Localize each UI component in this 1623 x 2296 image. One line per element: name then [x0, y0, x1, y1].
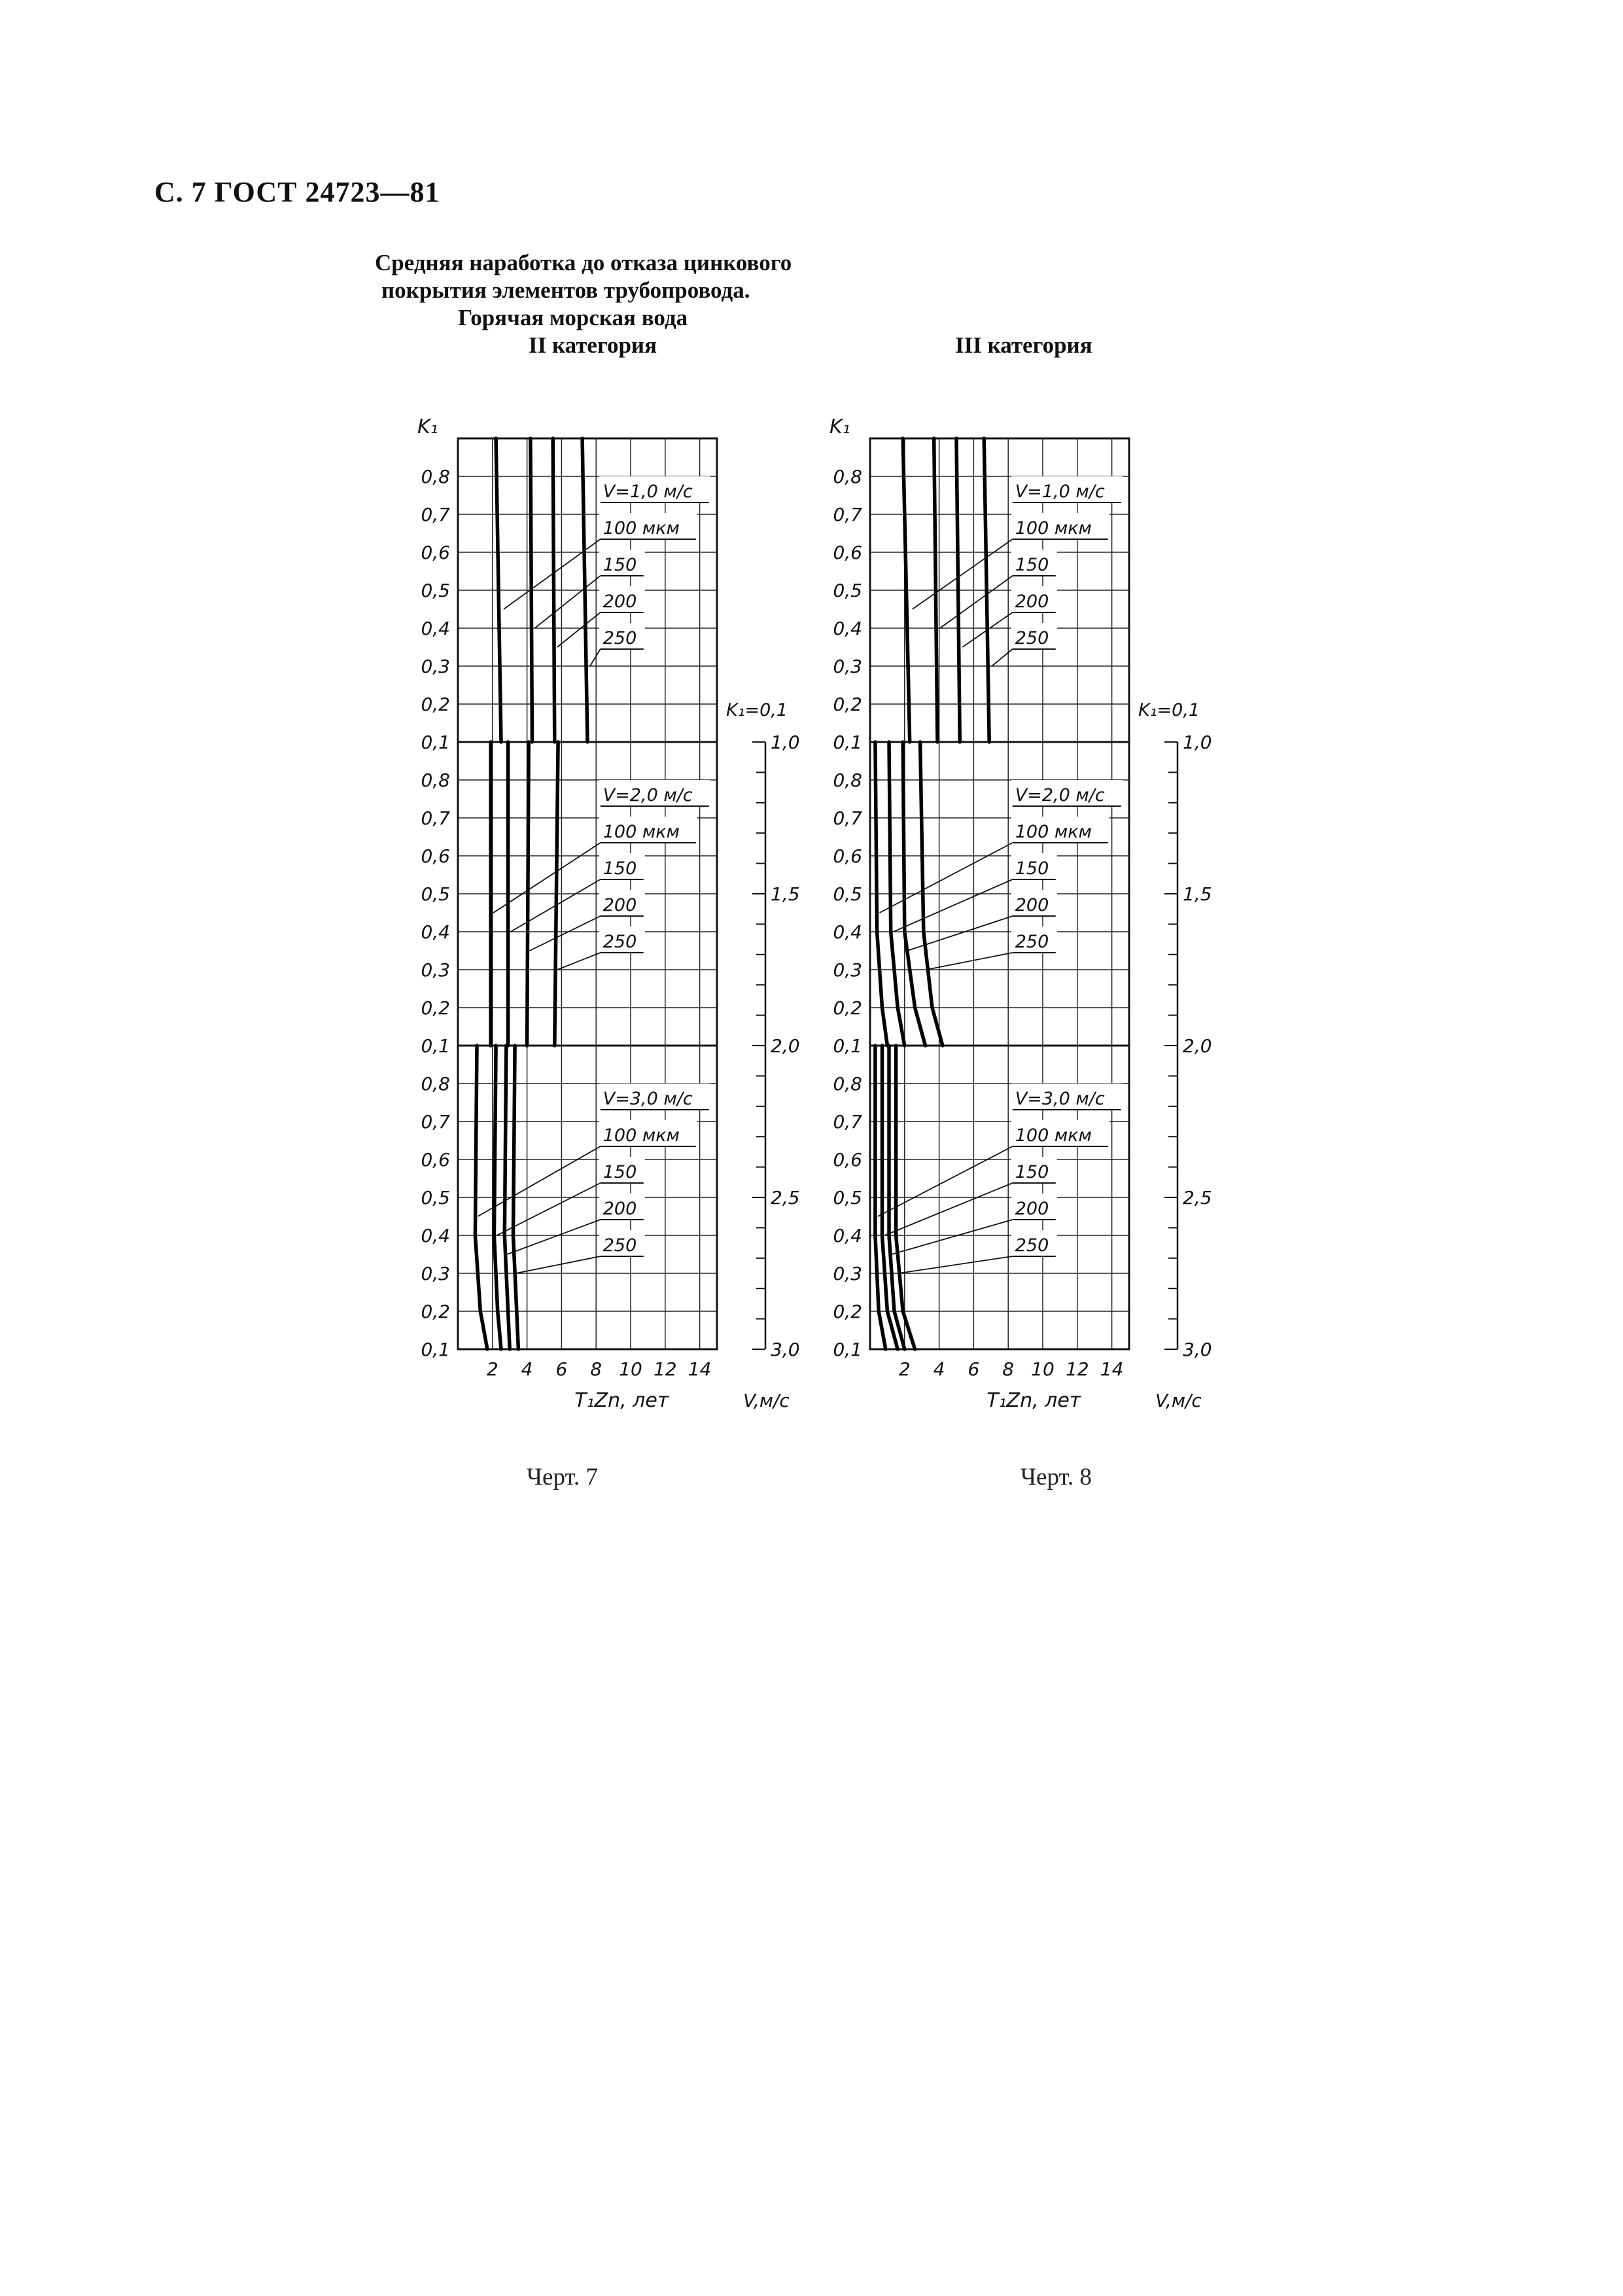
y-tick-label: 0,2	[421, 997, 450, 1019]
y-tick-label: 0,2	[421, 694, 450, 715]
x-tick-label: 10	[1031, 1358, 1055, 1380]
y-tick-label: 0,7	[421, 1111, 450, 1133]
thickness-label: 200	[1015, 592, 1049, 612]
y-axis-label: K₁	[417, 415, 438, 438]
y-tick-label: 0,6	[421, 1149, 450, 1171]
leader-line	[894, 879, 1013, 932]
y-axis-label: K₁	[829, 415, 850, 438]
y-tick-label: 0,3	[833, 656, 862, 677]
k-note: K₁=0,1	[1138, 700, 1200, 720]
thickness-label: 100 мкм	[1015, 1125, 1092, 1146]
y-tick-label: 0,7	[833, 504, 862, 525]
thickness-label: 250	[602, 1235, 637, 1256]
thickness-label: 200	[602, 895, 637, 915]
thickness-label: 100 мкм	[1015, 822, 1092, 842]
y-tick-label: 0,4	[421, 1225, 450, 1246]
y-tick-label: 0,8	[421, 769, 450, 791]
v-scale-label: 1,5	[1183, 883, 1212, 905]
y-tick-label: 0,6	[833, 542, 862, 563]
v-scale-label: 2,5	[1183, 1187, 1212, 1209]
y-tick-label: 0,3	[421, 656, 450, 677]
leader-line	[557, 612, 601, 647]
leader-line	[899, 1256, 1013, 1273]
y-tick-label: 0,5	[833, 1187, 862, 1209]
chart-8	[805, 406, 1263, 1426]
x-tick-label: 12	[653, 1358, 677, 1380]
y-tick-label: 0,6	[421, 542, 450, 563]
leader-line	[880, 843, 1013, 913]
v-scale-label: 3,0	[1183, 1339, 1212, 1360]
y-tick-label: 0,2	[833, 997, 862, 1019]
title-line-1: Средняя наработка до отказа цинкового	[375, 250, 792, 275]
leader-line	[590, 649, 601, 666]
series-curve	[934, 438, 937, 742]
page-header: С. 7 ГОСТ 24723—81	[154, 176, 440, 208]
v-scale-label: 3,0	[771, 1339, 800, 1360]
thickness-label: 150	[602, 1162, 637, 1182]
thickness-label: 250	[1015, 1235, 1049, 1256]
y-tick-label: 0,1	[421, 1035, 450, 1057]
thickness-label: 150	[1015, 858, 1049, 879]
v-scale-label: 2,0	[771, 1035, 800, 1057]
thickness-label: 100 мкм	[602, 822, 680, 842]
v-axis-label: V,м/с	[1155, 1390, 1202, 1411]
thickness-label: 200	[1015, 1199, 1049, 1219]
y-tick-label: 0,1	[421, 732, 450, 753]
thickness-label: 250	[602, 932, 637, 952]
y-tick-label: 0,7	[421, 807, 450, 829]
k-note: K₁=0,1	[726, 700, 788, 720]
x-tick-label: 6	[555, 1358, 568, 1380]
y-tick-label: 0,3	[421, 1263, 450, 1284]
y-tick-label: 0,5	[421, 580, 450, 601]
x-tick-label: 12	[1065, 1358, 1089, 1380]
y-tick-label: 0,4	[833, 618, 862, 639]
y-tick-label: 0,2	[833, 694, 862, 715]
y-tick-label: 0,7	[833, 807, 862, 829]
thickness-label: 100 мкм	[602, 1125, 680, 1146]
y-tick-label: 0,3	[833, 1263, 862, 1284]
thickness-label: 150	[1015, 1162, 1049, 1182]
thickness-label: 200	[602, 1199, 637, 1219]
speed-label: V=2,0 м/с	[1015, 785, 1105, 805]
category-left-label: II категория	[529, 332, 657, 358]
series-curve	[555, 742, 558, 1046]
y-tick-label: 0,6	[833, 845, 862, 867]
x-tick-label: 4	[933, 1358, 945, 1380]
v-axis-label: V,м/с	[743, 1390, 790, 1411]
y-tick-label: 0,1	[833, 1035, 862, 1057]
chart-7	[393, 406, 850, 1426]
x-tick-label: 14	[688, 1358, 712, 1380]
y-tick-label: 0,5	[833, 580, 862, 601]
speed-label: V=2,0 м/с	[602, 785, 693, 805]
y-tick-label: 0,7	[833, 1111, 862, 1133]
leader-line	[507, 1220, 600, 1254]
y-tick-label: 0,4	[833, 1225, 862, 1246]
thickness-label: 200	[1015, 895, 1049, 915]
thickness-label: 150	[1015, 555, 1049, 575]
x-tick-label: 8	[590, 1358, 602, 1380]
x-tick-label: 2	[486, 1358, 498, 1380]
y-tick-label: 0,5	[421, 883, 450, 905]
y-tick-label: 0,4	[833, 921, 862, 943]
thickness-label: 250	[602, 628, 637, 648]
leader-line	[913, 539, 1013, 609]
thickness-label: 150	[602, 555, 637, 575]
y-tick-label: 0,4	[421, 921, 450, 943]
x-tick-label: 2	[898, 1358, 911, 1380]
y-tick-label: 0,6	[833, 1149, 862, 1171]
speed-label: V=1,0 м/с	[602, 482, 693, 502]
y-tick-label: 0,1	[833, 732, 862, 753]
leader-line	[530, 916, 601, 951]
y-tick-label: 0,5	[833, 883, 862, 905]
y-tick-label: 0,8	[833, 466, 862, 487]
caption-chert-8: Черт. 8	[1021, 1464, 1092, 1491]
x-axis-label: T₁Zn, лет	[986, 1389, 1081, 1412]
y-tick-label: 0,3	[421, 959, 450, 981]
title-line-3: Горячая морская вода	[458, 305, 688, 330]
y-tick-label: 0,4	[421, 618, 450, 639]
leader-line	[884, 1183, 1012, 1235]
v-scale-label: 2,0	[1183, 1035, 1212, 1057]
thickness-label: 150	[602, 858, 637, 879]
thickness-label: 250	[1015, 932, 1049, 952]
series-curve	[553, 438, 555, 742]
x-tick-label: 8	[1002, 1358, 1015, 1380]
thickness-label: 250	[1015, 628, 1049, 648]
v-scale-label: 1,5	[771, 883, 800, 905]
y-tick-label: 0,2	[833, 1301, 862, 1322]
speed-label: V=1,0 м/с	[1015, 482, 1105, 502]
y-tick-label: 0,8	[421, 1073, 450, 1095]
thickness-label: 200	[602, 592, 637, 612]
x-tick-label: 6	[968, 1358, 980, 1380]
y-tick-label: 0,3	[833, 959, 862, 981]
thickness-label: 100 мкм	[1015, 518, 1092, 539]
series-curve	[956, 438, 960, 742]
x-axis-label: T₁Zn, лет	[574, 1389, 669, 1412]
x-tick-label: 10	[619, 1358, 642, 1380]
y-tick-label: 0,2	[421, 1301, 450, 1322]
leader-line	[557, 953, 601, 970]
thickness-label: 100 мкм	[602, 518, 680, 539]
caption-chert-7: Черт. 7	[527, 1464, 598, 1491]
leader-line	[992, 649, 1013, 666]
y-tick-label: 0,7	[421, 504, 450, 525]
x-tick-label: 4	[521, 1358, 533, 1380]
leader-line	[878, 1146, 1013, 1216]
leader-line	[515, 1256, 600, 1273]
title-line-2: покрытия элементов трубопровода.	[381, 277, 750, 303]
y-tick-label: 0,1	[833, 1339, 862, 1360]
y-tick-label: 0,8	[833, 769, 862, 791]
y-tick-label: 0,6	[421, 845, 450, 867]
x-tick-label: 14	[1100, 1358, 1124, 1380]
category-right-label: III категория	[955, 332, 1092, 358]
y-tick-label: 0,5	[421, 1187, 450, 1209]
speed-label: V=3,0 м/с	[602, 1089, 693, 1109]
y-tick-label: 0,8	[421, 466, 450, 487]
y-tick-label: 0,1	[421, 1339, 450, 1360]
v-scale-label: 1,0	[1183, 732, 1212, 753]
speed-label: V=3,0 м/с	[1015, 1089, 1105, 1109]
v-scale-label: 1,0	[771, 732, 800, 753]
v-scale-label: 2,5	[771, 1187, 800, 1209]
y-tick-label: 0,8	[833, 1073, 862, 1095]
series-curve	[527, 742, 529, 1046]
